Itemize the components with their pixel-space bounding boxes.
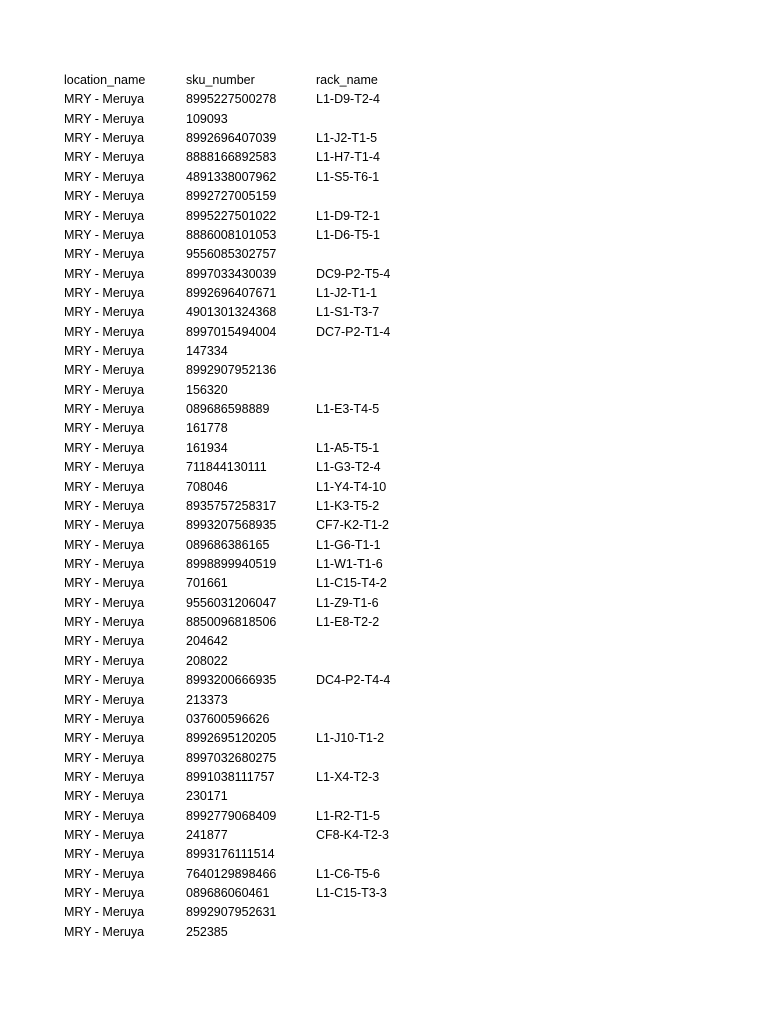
sku-number-cell: 230171	[186, 789, 228, 804]
location-name-cell: MRY - Meruya	[64, 189, 145, 204]
table-row	[64, 129, 436, 148]
sku-number-cell: 161778	[186, 421, 228, 436]
location-name-cell: MRY - Meruya	[64, 208, 145, 223]
sku-number-cell: 8888166892583	[186, 150, 277, 165]
location-name-cell: MRY - Meruya	[64, 247, 145, 262]
location-name-cell: MRY - Meruya	[64, 653, 145, 668]
location-name-cell: MRY - Meruya	[64, 402, 145, 417]
location-name-cell: MRY - Meruya	[64, 227, 145, 242]
header-row	[64, 71, 436, 90]
location-name-cell: MRY - Meruya	[64, 886, 145, 901]
location-name-cell: MRY - Meruya	[64, 905, 145, 920]
table-row	[64, 536, 436, 555]
table-row	[64, 710, 436, 729]
location-name-cell: MRY - Meruya	[64, 808, 145, 823]
table-row	[64, 749, 436, 768]
location-name-cell: MRY - Meruya	[64, 769, 145, 784]
location-name-cell: MRY - Meruya	[64, 634, 145, 649]
location-name-cell: MRY - Meruya	[64, 344, 145, 359]
rack-name-cell: L1-S1-T3-7	[316, 305, 380, 320]
rack-name-cell	[316, 787, 436, 806]
location-name-cell: MRY - Meruya	[64, 382, 145, 397]
rack-name-cell: L1-H7-T1-4	[316, 150, 380, 165]
sku-number-cell: 8992907952631	[186, 905, 277, 920]
sku-number-cell: 8998899940519	[186, 556, 277, 571]
rack-name-cell: L1-D9-T2-1	[316, 208, 380, 223]
header-location-name: location_name	[64, 73, 146, 87]
table-row	[64, 148, 436, 167]
rack-name-cell: L1-C15-T3-3	[316, 886, 387, 901]
rack-name-cell	[316, 632, 436, 651]
rack-name-cell	[316, 342, 436, 361]
sku-number-cell: 208022	[186, 653, 228, 668]
location-name-cell: MRY - Meruya	[64, 111, 145, 126]
rack-name-cell: DC4-P2-T4-4	[316, 673, 391, 688]
header-rack-name: rack_name	[316, 73, 378, 87]
table-row	[64, 303, 436, 322]
table-row	[64, 497, 436, 516]
location-name-cell: MRY - Meruya	[64, 750, 145, 765]
sku-number-cell: 8992696407671	[186, 285, 277, 300]
location-name-cell: MRY - Meruya	[64, 924, 145, 939]
table-row	[64, 845, 436, 864]
spreadsheet	[64, 71, 436, 942]
rack-name-cell	[316, 245, 436, 264]
sku-number-cell: 8935757258317	[186, 498, 277, 513]
sku-number-cell: 037600596626	[186, 711, 270, 726]
table-row	[64, 613, 436, 632]
rack-name-cell: L1-S5-T6-1	[316, 169, 380, 184]
sku-number-cell: 089686598889	[186, 402, 270, 417]
location-name-cell: MRY - Meruya	[64, 92, 145, 107]
sku-number-cell: 711844130111	[186, 460, 267, 475]
location-name-cell: MRY - Meruya	[64, 847, 145, 862]
sku-number-cell: 8997032680275	[186, 750, 277, 765]
sku-number-cell: 8993207568935	[186, 518, 277, 533]
table-row	[64, 361, 436, 380]
table-row	[64, 458, 436, 477]
rack-name-cell: L1-G6-T1-1	[316, 537, 381, 552]
sku-number-cell: 161934	[186, 440, 228, 455]
sku-number-cell: 8991038111757	[186, 769, 275, 784]
rack-name-cell	[316, 187, 436, 206]
location-name-cell: MRY - Meruya	[64, 169, 145, 184]
table-row	[64, 903, 436, 922]
location-name-cell: MRY - Meruya	[64, 576, 145, 591]
rack-name-cell	[316, 381, 436, 400]
location-name-cell: MRY - Meruya	[64, 324, 145, 339]
location-name-cell: MRY - Meruya	[64, 479, 145, 494]
table-row	[64, 865, 436, 884]
location-name-cell: MRY - Meruya	[64, 537, 145, 552]
sku-number-cell: 241877	[186, 828, 228, 843]
table-row	[64, 284, 436, 303]
table-row	[64, 632, 436, 651]
rack-name-cell: L1-D6-T5-1	[316, 227, 380, 242]
sku-number-cell: 8992695120205	[186, 731, 277, 746]
table-row	[64, 574, 436, 593]
table-row	[64, 168, 436, 187]
table-row	[64, 439, 436, 458]
table-row	[64, 419, 436, 438]
table-row	[64, 884, 436, 903]
table-row	[64, 671, 436, 690]
table-row	[64, 555, 436, 574]
table-row	[64, 691, 436, 710]
table-row	[64, 381, 436, 400]
table-row	[64, 226, 436, 245]
table-row	[64, 265, 436, 284]
rack-name-cell: L1-C6-T5-6	[316, 866, 380, 881]
location-name-cell: MRY - Meruya	[64, 692, 145, 707]
rack-name-cell	[316, 361, 436, 380]
rack-name-cell: CF8-K4-T2-3	[316, 828, 389, 843]
rack-name-cell: L1-J2-T1-1	[316, 285, 378, 300]
table-row	[64, 187, 436, 206]
rack-name-cell: L1-A5-T5-1	[316, 440, 380, 455]
location-name-cell: MRY - Meruya	[64, 363, 145, 378]
sku-number-cell: 8992696407039	[186, 131, 277, 146]
location-name-cell: MRY - Meruya	[64, 305, 145, 320]
table-row	[64, 342, 436, 361]
rack-name-cell: DC7-P2-T1-4	[316, 324, 391, 339]
rack-name-cell	[316, 652, 436, 671]
sku-number-cell: 9556031206047	[186, 595, 277, 610]
sku-number-cell: 109093	[186, 111, 228, 126]
table-row	[64, 516, 436, 535]
table-row	[64, 787, 436, 806]
rack-name-cell: L1-E8-T2-2	[316, 615, 380, 630]
table-row	[64, 323, 436, 342]
location-name-cell: MRY - Meruya	[64, 150, 145, 165]
rack-name-cell	[316, 710, 436, 729]
sku-number-cell: 8992907952136	[186, 363, 277, 378]
table-row	[64, 768, 436, 787]
rack-name-cell: L1-X4-T2-3	[316, 769, 380, 784]
location-name-cell: MRY - Meruya	[64, 711, 145, 726]
rack-name-cell: CF7-K2-T1-2	[316, 518, 389, 533]
sku-number-cell: 4901301324368	[186, 305, 277, 320]
location-name-cell: MRY - Meruya	[64, 615, 145, 630]
rack-name-cell	[316, 923, 436, 942]
table-row	[64, 807, 436, 826]
location-name-cell: MRY - Meruya	[64, 789, 145, 804]
rack-name-cell	[316, 110, 436, 129]
rack-name-cell: L1-J10-T1-2	[316, 731, 385, 746]
location-name-cell: MRY - Meruya	[64, 421, 145, 436]
rack-name-cell: DC9-P2-T5-4	[316, 266, 391, 281]
sku-number-cell: 213373	[186, 692, 228, 707]
table-row	[64, 478, 436, 497]
sku-number-cell: 8992727005159	[186, 189, 277, 204]
table-row	[64, 826, 436, 845]
rack-name-cell: L1-W1-T1-6	[316, 556, 383, 571]
table-row	[64, 652, 436, 671]
table-row	[64, 923, 436, 942]
location-name-cell: MRY - Meruya	[64, 440, 145, 455]
location-name-cell: MRY - Meruya	[64, 266, 145, 281]
table-row	[64, 245, 436, 264]
table-row	[64, 90, 436, 109]
location-name-cell: MRY - Meruya	[64, 556, 145, 571]
sku-number-cell: 8992779068409	[186, 808, 277, 823]
rack-name-cell: L1-R2-T1-5	[316, 808, 380, 823]
sku-number-cell: 156320	[186, 382, 228, 397]
rack-name-cell: L1-K3-T5-2	[316, 498, 380, 513]
location-name-cell: MRY - Meruya	[64, 595, 145, 610]
location-name-cell: MRY - Meruya	[64, 131, 145, 146]
sku-number-cell: 7640129898466	[186, 866, 277, 881]
table-row	[64, 400, 436, 419]
rack-name-cell	[316, 419, 436, 438]
rack-name-cell: L1-C15-T4-2	[316, 576, 387, 591]
table-row	[64, 110, 436, 129]
sku-number-cell: 8995227501022	[186, 208, 277, 223]
header-sku-number: sku_number	[186, 73, 255, 87]
location-name-cell: MRY - Meruya	[64, 518, 145, 533]
rack-name-cell: L1-D9-T2-4	[316, 92, 380, 107]
table-row	[64, 729, 436, 748]
location-name-cell: MRY - Meruya	[64, 498, 145, 513]
sku-number-cell: 089686060461	[186, 886, 270, 901]
sku-number-cell: 708046	[186, 479, 228, 494]
table-row	[64, 594, 436, 613]
sku-number-cell: 8850096818506	[186, 615, 277, 630]
inventory-table	[64, 71, 436, 942]
location-name-cell: MRY - Meruya	[64, 828, 145, 843]
location-name-cell: MRY - Meruya	[64, 285, 145, 300]
sku-number-cell: 147334	[186, 344, 228, 359]
sku-number-cell: 4891338007962	[186, 169, 277, 184]
rack-name-cell	[316, 845, 436, 864]
rack-name-cell: L1-Y4-T4-10	[316, 479, 387, 494]
rack-name-cell: L1-E3-T4-5	[316, 402, 380, 417]
sku-number-cell: 204642	[186, 634, 228, 649]
rack-name-cell	[316, 903, 436, 922]
sku-number-cell: 252385	[186, 924, 228, 939]
rack-name-cell	[316, 691, 436, 710]
rack-name-cell: L1-Z9-T1-6	[316, 595, 379, 610]
location-name-cell: MRY - Meruya	[64, 460, 145, 475]
sku-number-cell: 701661	[186, 576, 228, 591]
sku-number-cell: 8886008101053	[186, 227, 277, 242]
rack-name-cell: L1-G3-T2-4	[316, 460, 381, 475]
table-body	[64, 90, 436, 942]
sku-number-cell: 8997015494004	[186, 324, 277, 339]
sku-number-cell: 8995227500278	[186, 92, 277, 107]
location-name-cell: MRY - Meruya	[64, 731, 145, 746]
sku-number-cell: 9556085302757	[186, 247, 277, 262]
sku-number-cell: 8993200666935	[186, 673, 277, 688]
location-name-cell: MRY - Meruya	[64, 673, 145, 688]
table-row	[64, 207, 436, 226]
sku-number-cell: 8997033430039	[186, 266, 277, 281]
rack-name-cell	[316, 749, 436, 768]
rack-name-cell: L1-J2-T1-5	[316, 131, 378, 146]
location-name-cell: MRY - Meruya	[64, 866, 145, 881]
sku-number-cell: 8993176111514	[186, 847, 275, 862]
sku-number-cell: 089686386165	[186, 537, 270, 552]
